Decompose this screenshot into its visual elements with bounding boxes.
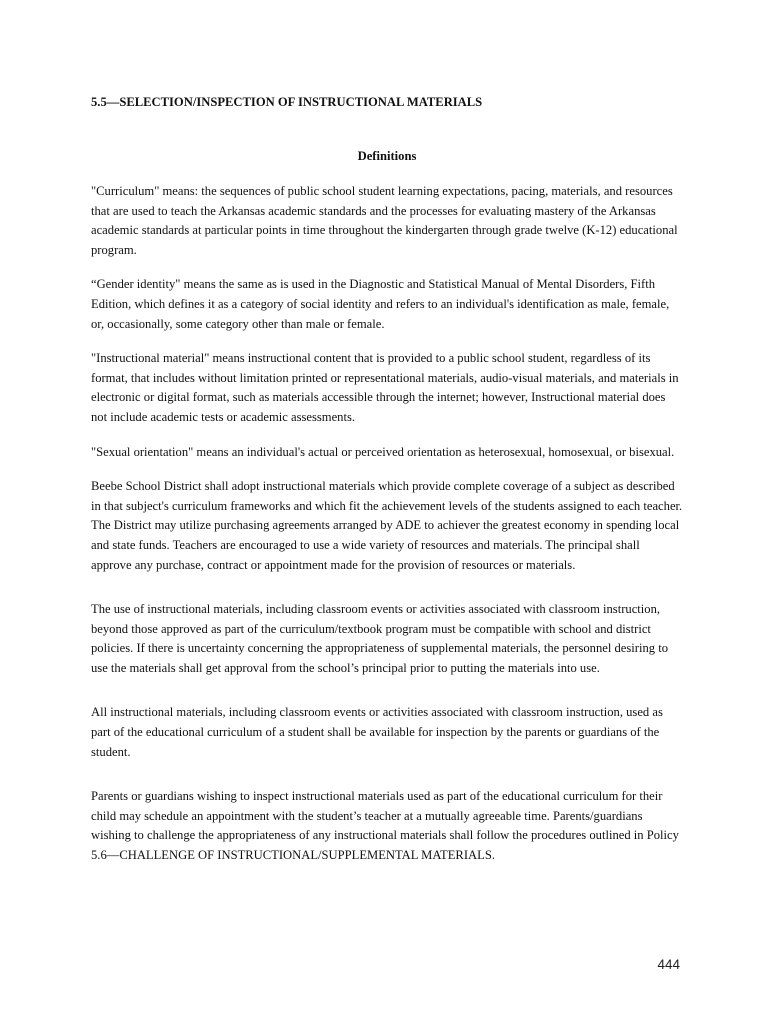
paragraph-gender-identity-definition: “Gender identity" means the same as is used in the Diagnostic and Statistical Manual of Mental Disorders, Fifth Edition, which defines it as a category of social identity and refers to an individual's identification as male, female, or, occasionally, some category other than male or female.	[91, 277, 670, 331]
policy-title: 5.5—SELECTION/INSPECTION OF INSTRUCTIONAL MATERIALS	[91, 95, 483, 109]
paragraph-supplemental-materials: The use of instructional materials, including classroom events or activities associated with classroom instruction, beyond those approved as part of the curriculum/textbook program must be compatible with school and district policies. If there is uncertainty concerning the appropriateness of supplemental materials, the personnel desiring to use the materials shall get approval from the school’s principal prior to putting the materials into use.	[91, 602, 669, 675]
paragraph-parent-inspection: Parents or guardians wishing to inspect instructional materials used as part of the educational curriculum for their child may schedule an appointment with the student’s teacher at a mutually agreeable time. Parents/guardians wishing to challenge the appropriateness of any instructional materials shall follow the procedures outlined in Policy 5.6—CHALLENGE OF INSTRUCTIONAL/SUPPLEMENTAL MATERIALS.	[91, 789, 679, 863]
paragraph-curriculum-definition: "Curriculum" means: the sequences of public school student learning expectations, pacing, materials, and resources that are used to teach the Arkansas academic standards and the processes for evaluating mastery of the Arkansas academic standards at particular points in time throughout the kindergarten through grade twelve (K-12) educational program.	[91, 184, 678, 257]
paragraph-inspection-availability: All instructional materials, including classroom events or activities associated with classroom instruction, used as part of the educational curriculum of a student shall be available for inspection by the parents or guardians of the student.	[91, 705, 663, 759]
paragraph-instructional-material-definition: "Instructional material" means instructional content that is provided to a public school student, regardless of its format, that includes without limitation printed or representational materials, audio-visual materials, and materials in electronic or digital format, such as materials accessible through the internet; however, Instructional material does not include academic tests or academic assessments.	[91, 351, 679, 424]
document-page	[91, 94, 683, 866]
page-number: 444	[657, 957, 680, 972]
paragraph-sexual-orientation-definition: "Sexual orientation" means an individual's actual or perceived orientation as heterosexual, homosexual, or bisexual.	[91, 444, 675, 459]
paragraph-adoption-policy: Beebe School District shall adopt instructional materials which provide complete coverage of a subject as described in that subject's curriculum frameworks and which fit the achievement levels of the students assigned to each teacher. The District may utilize purchasing agreements arranged by ADE to achiever the greatest economy in spending local and state funds. Teachers are encouraged to use a wide variety of resources and materials. The principal shall approve any purchase, contract or appointment made for the provision of resources or materials.	[91, 479, 683, 572]
definitions-heading: Definitions	[357, 149, 417, 163]
